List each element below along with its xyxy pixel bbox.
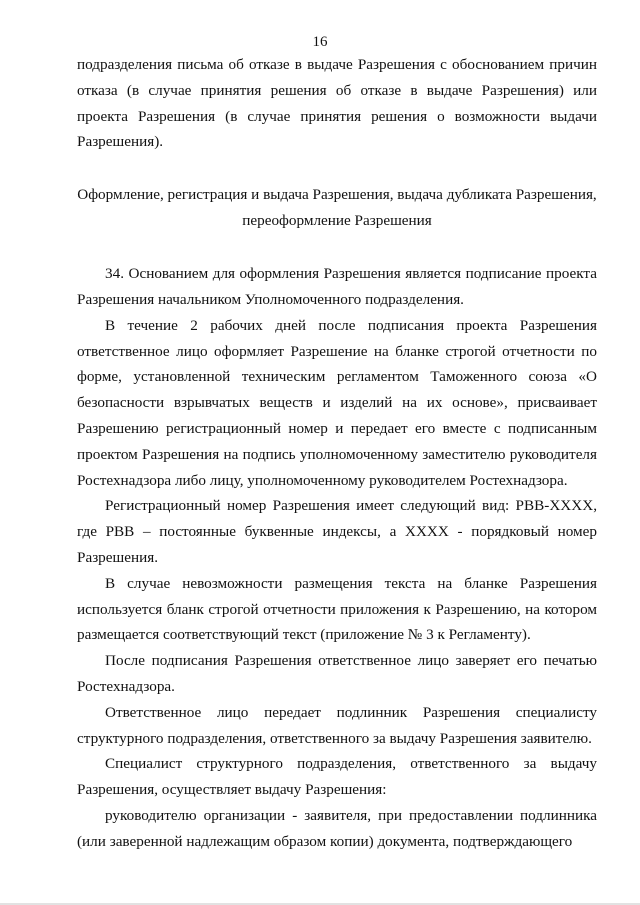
page-body <box>77 52 597 855</box>
paragraph-deadline: В течение 2 рабочих дней после подписания проекта Разрешения ответственное лицо оформляет Разрешение на бланке строгой отчетности по форме, установленной техническим регламентом Таможенного союза «О безопасности взрывчатых веществ и изделий на их основе», присваивает Разрешению регистрационный номер и передает его вместе с подписанным проектом Разрешения на подпись уполномоченному заместителю руководителя Ростехнадзора либо лицу, уполномоченному руководителем Ростехнадзора. <box>77 316 597 489</box>
section-heading <box>77 182 597 234</box>
paragraph-recipient: руководителю организации - заявителя, при предоставлении подлинника (или заверенной надлежащим образом копии) документа, подтверждающего <box>77 806 597 850</box>
paragraph-34: 34. Основанием для оформления Разрешения является подписание проекта Разрешения начальником Уполномоченного подразделения. <box>77 265 597 308</box>
paragraph-attachment-form: В случае невозможности размещения текста на бланке Разрешения используется бланк строгой отчетности приложения к Разрешению, на котором размещается соответствующий текст (приложение № 3 к Регламенту). <box>77 574 597 644</box>
paragraph-issuance: Специалист структурного подразделения, ответственного за выдачу Разрешения, осуществляет выдачу Разрешения: <box>77 755 597 799</box>
paragraph-transfer: Ответственное лицо передает подлинник Разрешения специалисту структурного подразделения, ответственного за выдачу Разрешения заявителю. <box>77 703 597 747</box>
paragraph-seal: После подписания Разрешения ответственное лицо заверяет его печатью Ростехнадзора. <box>77 652 597 695</box>
paragraph-registration-number: Регистрационный номер Разрешения имеет следующий вид: РВВ-XXXX, где РВВ – постоянные буквенные индексы, а XXXX - порядковый номер Разрешения. <box>77 497 597 566</box>
section-heading-line-1: Оформление, регистрация и выдача Разрешения, выдача дубликата Разрешения, <box>77 186 597 204</box>
section-heading-line-2: переоформление Разрешения <box>242 212 432 230</box>
intro-paragraph: подразделения письма об отказе в выдаче Разрешения с обоснованием причин отказа (в случае принятия решения об отказе в выдаче Разрешения) или проекта Разрешения (в случае принятия решения о возможности выдачи Разрешения). <box>77 56 597 151</box>
page-number: 16 <box>312 34 328 50</box>
